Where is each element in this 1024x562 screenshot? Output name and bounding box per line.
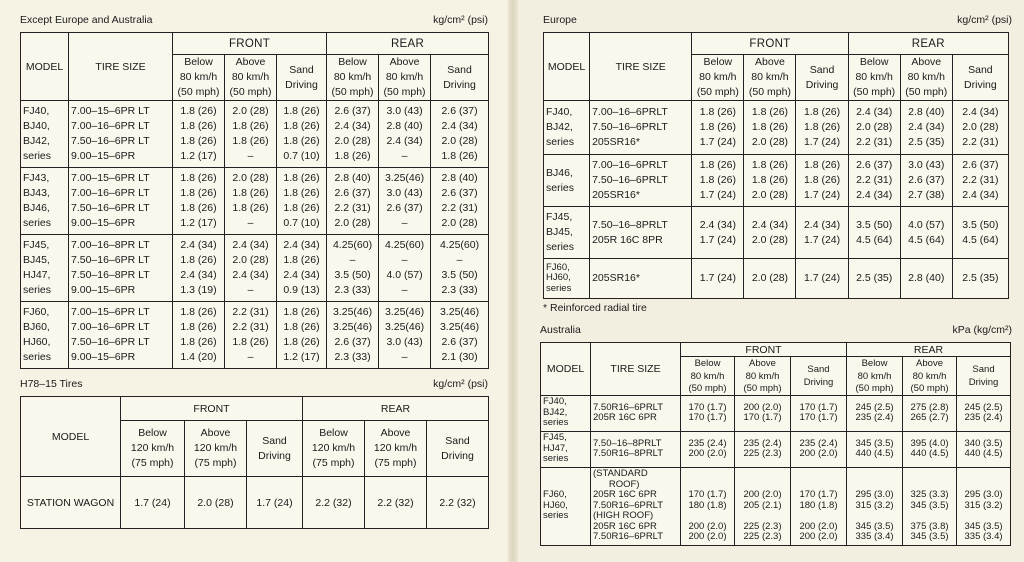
table-row	[21, 101, 489, 168]
rear-above-cell: 2.8 (40)	[908, 272, 945, 284]
block3-rear-below-header: Below 80 km/h (50 mph)	[853, 56, 896, 98]
model-cell: FJ60, HJ60, series	[543, 489, 569, 522]
model-cell: BJ46, series	[546, 166, 575, 194]
model-cell: FJ60, BJ60, HJ60, series	[23, 306, 52, 363]
front-above-cell: 235 (2.4) 225 (2.3)	[743, 437, 782, 459]
rear-sand-cell: 3.5 (50) 4.5 (64)	[962, 218, 999, 246]
block3-rear-above-header: Above 80 km/h (50 mph)	[905, 56, 948, 98]
block1-caption: Except Europe and Australia	[20, 14, 153, 26]
front-sand-cell: 1.8 (26) 1.8 (26) 1.8 (26) 0.7 (10)	[283, 172, 320, 229]
model-cell: FJ40, BJ42, series	[543, 396, 569, 429]
front-below-cell: 170 (1.7) 170 (1.7)	[688, 401, 727, 423]
rear-above-cell: 275 (2.8) 265 (2.7)	[910, 401, 949, 423]
block2-units: kg/cm² (psi)	[433, 378, 488, 390]
rear-below-cell: 345 (3.5) 440 (4.5)	[855, 437, 894, 459]
front-below-cell: 1.8 (26) 1.8 (26) 1.8 (26) 1.4 (20)	[180, 306, 217, 363]
table-row	[541, 395, 1011, 431]
block4-rear-below-header: Below 80 km/h (50 mph)	[855, 358, 894, 394]
model-cell: FJ45, HJ47, series	[543, 432, 569, 465]
block2-rear-sand-header: Sand Driving	[441, 434, 474, 462]
block1-rear-header: REAR	[327, 33, 489, 55]
front-sand-cell: 1.8 (26) 1.8 (26) 1.7 (24)	[803, 159, 841, 201]
table-row	[544, 101, 1009, 155]
front-below-cell: 1.8 (26) 1.8 (26) 1.7 (24)	[699, 106, 736, 148]
block4-front-sand-header: Sand Driving	[803, 364, 834, 388]
tire-size-cell: 7.00–15–6PR LT 7.00–16–6PR LT 7.50–16–6PR LT 9.00–15–6PR	[71, 105, 150, 162]
table-row	[21, 168, 489, 235]
front-above-cell: 2.2 (31) 2.2 (31) 1.8 (26) –	[232, 306, 269, 363]
rear-above-cell: 4.25(60) – 4.0 (57) –	[384, 239, 425, 296]
rear-sand-cell: 2.4 (34) 2.0 (28) 2.2 (31)	[962, 106, 999, 148]
block2-model-header: MODEL	[21, 397, 121, 477]
rear-below-cell: 2.8 (40) 2.6 (37) 2.2 (31) 2.0 (28)	[334, 172, 371, 229]
block1-front-below-header: Below 80 km/h (50 mph)	[177, 56, 220, 98]
rear-sand-cell: 245 (2.5) 235 (2.4)	[964, 401, 1003, 423]
front-sand-cell: 1.8 (26) 1.8 (26) 1.8 (26) 1.2 (17)	[283, 306, 320, 363]
block4-caption: Australia	[540, 324, 581, 336]
rear-above-cell: 3.25(46) 3.25(46) 3.0 (43) –	[384, 306, 425, 363]
block3-table	[543, 32, 1009, 299]
model-cell: FJ43, BJ43, BJ46, series	[23, 172, 52, 229]
rear-above-cell: 3.0 (43) 2.6 (37) 2.7 (38)	[908, 159, 945, 201]
table-row	[21, 235, 489, 302]
block1-tire-size-header: TIRE SIZE	[69, 33, 173, 101]
front-sand-cell: 2.4 (34) 1.8 (26) 2.4 (34) 0.9 (13)	[283, 239, 320, 296]
rear-sand-cell: 340 (3.5) 440 (4.5)	[964, 437, 1003, 459]
front-below-cell: 1.8 (26) 1.8 (26) 1.8 (26) 1.2 (17)	[180, 172, 217, 229]
rear-below-cell: 3.5 (50) 4.5 (64)	[856, 218, 893, 246]
tire-size-cell: 7.00–15–6PR LT 7.00–16–6PR LT 7.50–16–6PR LT 9.00–15–6PR	[71, 306, 150, 363]
tire-size-cell: 7.00–16–6PRLT 7.50–16–6PRLT 205SR16*	[592, 159, 668, 201]
rear-below-cell: 2.6 (37) 2.2 (31) 2.4 (34)	[856, 159, 893, 201]
model-cell: FJ40, BJ42, series	[546, 106, 575, 148]
table-row	[21, 302, 489, 369]
rear-below-cell: 2.5 (35)	[856, 272, 893, 284]
rear-sand-cell: 2.6 (37) 2.2 (31) 2.4 (34)	[962, 159, 999, 201]
block1-table	[20, 32, 489, 369]
rear-below-cell: 2.6 (37) 2.4 (34) 2.0 (28) 1.8 (26)	[334, 105, 371, 162]
front-sand-cell: 1.8 (26) 1.8 (26) 1.8 (26) 0.7 (10)	[283, 105, 320, 162]
tire-size-cell: 205SR16*	[592, 272, 640, 284]
block3-front-below-header: Below 80 km/h (50 mph)	[696, 56, 739, 98]
table-row	[544, 207, 1009, 259]
front-below-cell: 2.4 (34) 1.8 (26) 2.4 (34) 1.3 (19)	[180, 239, 217, 296]
block2-front-above-header: Above 120 km/h (75 mph)	[193, 427, 238, 469]
block4-tire-size-header: TIRE SIZE	[591, 343, 681, 396]
block4-model-header: MODEL	[541, 343, 591, 396]
block3-rear-sand-header: Sand Driving	[964, 63, 997, 91]
block2-rear-above-header: Above 120 km/h (75 mph)	[373, 427, 418, 469]
tire-size-cell: 7.50–16–8PRLT 7.50R16–8PRLT	[593, 437, 664, 459]
rear-above-cell: 2.2 (32)	[365, 477, 427, 529]
block2-front-below-header: Below 120 km/h (75 mph)	[130, 427, 175, 469]
table-row	[544, 259, 1009, 299]
rear-sand-cell: 2.6 (37) 2.4 (34) 2.0 (28) 1.8 (26)	[441, 105, 478, 162]
front-above-cell: 2.0 (28) 1.8 (26) 1.8 (26) –	[232, 172, 269, 229]
block1-rear-above-header: Above 80 km/h (50 mph)	[383, 56, 426, 98]
block4-front-below-header: Below 80 km/h (50 mph)	[688, 358, 727, 394]
front-below-cell: 2.4 (34) 1.7 (24)	[699, 218, 736, 246]
front-sand-cell: 2.4 (34) 1.7 (24)	[803, 218, 841, 246]
rear-above-cell: 395 (4.0) 440 (4.5)	[910, 437, 949, 459]
rear-sand-cell: 2.2 (32)	[427, 477, 489, 529]
model-cell: STATION WAGON	[21, 477, 121, 529]
table-row	[541, 467, 1011, 545]
rear-sand-cell: 2.8 (40) 2.6 (37) 2.2 (31) 2.0 (28)	[441, 172, 478, 229]
front-sand-cell: 235 (2.4) 200 (2.0)	[799, 437, 838, 459]
front-below-cell: 235 (2.4) 200 (2.0)	[688, 437, 727, 459]
block3-front-header: FRONT	[692, 33, 848, 55]
block3-footnote: * Reinforced radial tire	[543, 302, 647, 314]
rear-below-cell: 245 (2.5) 235 (2.4)	[855, 401, 894, 423]
block4-units: kPa (kg/cm²)	[952, 324, 1012, 336]
front-below-cell: 170 (1.7) 180 (1.8) 200 (2.0) 200 (2.0)	[688, 489, 727, 543]
rear-below-cell: 2.4 (34) 2.0 (28) 2.2 (31)	[856, 106, 893, 148]
block3-front-sand-header: Sand Driving	[805, 63, 839, 91]
block2-front-header: FRONT	[121, 397, 303, 421]
block1-front-header: FRONT	[173, 33, 327, 55]
rear-above-cell: 3.25(46) 3.0 (43) 2.6 (37) –	[384, 172, 425, 229]
front-below-cell: 1.7 (24)	[121, 477, 185, 529]
page-gutter	[508, 0, 518, 562]
front-above-cell: 200 (2.0) 170 (1.7)	[743, 401, 782, 423]
rear-below-cell: 2.2 (32)	[303, 477, 365, 529]
block3-tire-size-header: TIRE SIZE	[590, 33, 692, 101]
rear-above-cell: 3.0 (43) 2.8 (40) 2.4 (34) –	[386, 105, 423, 162]
tire-size-cell: 7.50–16–8PRLT 205R 16C 8PR	[592, 218, 668, 246]
rear-above-cell: 4.0 (57) 4.5 (64)	[908, 218, 945, 246]
block1-model-header: MODEL	[21, 33, 69, 101]
block2-table	[20, 396, 489, 529]
rear-sand-cell: 295 (3.0) 315 (3.2) 345 (3.5) 335 (3.4)	[964, 489, 1003, 543]
model-cell: FJ40, BJ40, BJ42, series	[23, 105, 52, 162]
block1-rear-sand-header: Sand Driving	[443, 63, 476, 91]
front-sand-cell: 1.7 (24)	[803, 272, 841, 284]
block2-rear-header: REAR	[303, 397, 489, 421]
block3-front-above-header: Above 80 km/h (50 mph)	[748, 56, 791, 98]
block3-caption: Europe	[543, 14, 577, 26]
rear-below-cell: 4.25(60) – 3.5 (50) 2.3 (33)	[332, 239, 373, 296]
block4-rear-above-header: Above 80 km/h (50 mph)	[910, 358, 949, 394]
tire-size-cell: (STANDARD ROOF) 205R 16C 6PR 7.50R16–6PRLT (HIGH ROOF) 205R 16C 6PR 7.50R16–6PRLT	[593, 468, 664, 543]
block4-rear-sand-header: Sand Driving	[968, 364, 999, 388]
front-above-cell: 2.4 (34) 2.0 (28)	[751, 218, 789, 246]
rear-below-cell: 295 (3.0) 315 (3.2) 345 (3.5) 335 (3.4)	[855, 489, 894, 543]
table-row	[21, 477, 489, 529]
tire-size-cell: 7.00–16–8PR LT 7.50–16–6PR LT 7.50–16–8PR LT 9.00–15–6PR	[71, 239, 150, 296]
model-cell: FJ45, BJ45, series	[546, 211, 575, 253]
front-sand-cell: 170 (1.7) 180 (1.8) 200 (2.0) 200 (2.0)	[799, 489, 838, 543]
front-sand-cell: 170 (1.7) 170 (1.7)	[799, 401, 838, 423]
rear-above-cell: 325 (3.3) 345 (3.5) 375 (3.8) 345 (3.5)	[910, 489, 949, 543]
tire-size-cell: 7.00–16–6PRLT 7.50–16–6PRLT 205SR16*	[592, 106, 668, 148]
block3-rear-header: REAR	[848, 33, 1008, 55]
front-above-cell: 1.8 (26) 1.8 (26) 2.0 (28)	[751, 106, 789, 148]
rear-sand-cell: 4.25(60) – 3.5 (50) 2.3 (33)	[439, 239, 480, 296]
model-cell: FJ60, HJ60, series	[546, 261, 572, 294]
block1-front-above-header: Above 80 km/h (50 mph)	[229, 56, 272, 98]
front-below-cell: 1.8 (26) 1.8 (26) 1.7 (24)	[699, 159, 736, 201]
front-below-cell: 1.8 (26) 1.8 (26) 1.8 (26) 1.2 (17)	[180, 105, 217, 162]
front-below-cell: 1.7 (24)	[699, 272, 736, 284]
block4-front-above-header: Above 80 km/h (50 mph)	[743, 358, 782, 394]
block4-table	[540, 342, 1011, 546]
block4-rear-header: REAR	[847, 343, 1011, 357]
front-sand-cell: 1.7 (24)	[247, 477, 303, 529]
rear-sand-cell: 3.25(46) 3.25(46) 2.6 (37) 2.1 (30)	[439, 306, 480, 363]
rear-below-cell: 3.25(46) 3.25(46) 2.6 (37) 2.3 (33)	[332, 306, 373, 363]
block3-model-header: MODEL	[544, 33, 590, 101]
front-above-cell: 2.0 (28) 1.8 (26) 1.8 (26) –	[232, 105, 269, 162]
block2-front-sand-header: Sand Driving	[258, 434, 291, 462]
front-above-cell: 2.4 (34) 2.0 (28) 2.4 (34) –	[232, 239, 269, 296]
front-sand-cell: 1.8 (26) 1.8 (26) 1.7 (24)	[803, 106, 841, 148]
rear-above-cell: 2.8 (40) 2.4 (34) 2.5 (35)	[908, 106, 945, 148]
front-above-cell: 2.0 (28)	[751, 272, 789, 284]
front-above-cell: 2.0 (28)	[185, 477, 247, 529]
table-row	[544, 155, 1009, 207]
front-above-cell: 200 (2.0) 205 (2.1) 225 (2.3) 225 (2.3)	[743, 489, 782, 543]
block1-units: kg/cm² (psi)	[433, 14, 488, 26]
table-row	[541, 431, 1011, 467]
block2-rear-below-header: Below 120 km/h (75 mph)	[311, 427, 356, 469]
tire-size-cell: 7.50R16–6PRLT 205R 16C 6PR	[593, 401, 664, 423]
rear-sand-cell: 2.5 (35)	[962, 272, 999, 284]
block1-front-sand-header: Sand Driving	[285, 63, 318, 91]
tire-size-cell: 7.00–15–6PR LT 7.00–16–6PR LT 7.50–16–6PR LT 9.00–15–6PR	[71, 172, 150, 229]
block1-rear-below-header: Below 80 km/h (50 mph)	[331, 56, 374, 98]
block2-caption: H78–15 Tires	[20, 378, 83, 390]
block3-units: kg/cm² (psi)	[957, 14, 1012, 26]
model-cell: FJ45, BJ45, HJ47, series	[23, 239, 52, 296]
block4-front-header: FRONT	[681, 343, 847, 357]
front-above-cell: 1.8 (26) 1.8 (26) 2.0 (28)	[751, 159, 789, 201]
